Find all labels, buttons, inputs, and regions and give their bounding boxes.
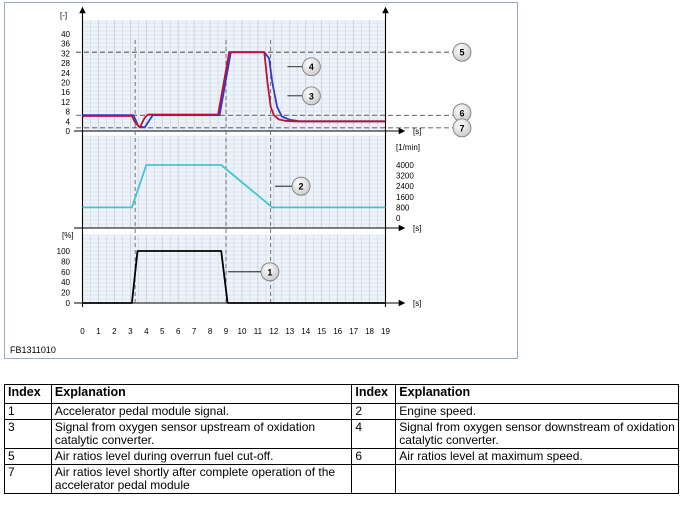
x-tick-label: 18: [365, 327, 375, 336]
header-explanation: Explanation: [51, 385, 351, 404]
table-row: [5, 404, 679, 420]
index-marker-label: 4: [308, 62, 314, 73]
x-tick-label: 7: [191, 327, 197, 336]
grid: [83, 20, 386, 303]
x-tick-label: 4: [144, 327, 149, 336]
y-unit-label: [-]: [60, 11, 68, 20]
explanation-cell: Signal from oxygen sensor upstream of oxidation catalytic converter.: [51, 420, 351, 449]
y-tick-label: 12: [61, 97, 70, 107]
index-cell: 3: [5, 420, 52, 449]
figure-id: FB1311010: [10, 345, 56, 355]
x-tick-label: 17: [349, 327, 359, 336]
x-tick-label: 10: [237, 327, 247, 336]
y-tick-label: 1600: [396, 192, 414, 202]
y-tick-label: 36: [61, 39, 70, 49]
header-explanation-2: Explanation: [396, 385, 679, 404]
explanation-cell: [396, 465, 679, 494]
x-tick-label: 16: [333, 327, 343, 336]
y-tick-label: 2400: [396, 182, 414, 192]
x-tick-label: 0: [80, 327, 85, 336]
index-marker-label: 1: [267, 267, 273, 278]
y-tick-label: 40: [61, 30, 70, 39]
x-tick-label: 2: [112, 327, 117, 336]
x-tick-label: 12: [269, 327, 279, 336]
index-cell: 4: [352, 420, 396, 449]
y-tick-label: 80: [61, 257, 70, 267]
index-marker-label: 3: [308, 91, 314, 102]
x-tick-label: 6: [175, 327, 181, 336]
y-tick-label: 40: [61, 278, 70, 288]
y-tick-label: 20: [61, 78, 70, 88]
index-cell: 7: [5, 465, 52, 494]
y-tick-label: 0: [65, 299, 70, 308]
explanation-cell: Accelerator pedal module signal.: [51, 404, 351, 420]
index-marker-label: 7: [459, 123, 465, 134]
table-header-row: [5, 385, 679, 404]
explanation-cell: Air ratios level at maximum speed.: [396, 449, 679, 465]
x-unit-label: [s]: [413, 299, 422, 308]
y-tick-label: 8: [65, 107, 70, 117]
explanation-table: [4, 384, 679, 494]
y-tick-label: 4000: [396, 161, 414, 170]
y-tick-label: 100: [56, 247, 70, 256]
table-row: [5, 449, 679, 465]
y-tick-label: 3200: [396, 171, 414, 181]
y-unit-label: [%]: [62, 231, 74, 240]
y-tick-label: 4: [65, 117, 70, 127]
x-tick-label: 13: [285, 327, 295, 336]
header-index: Index: [5, 385, 52, 404]
y-tick-label: 800: [396, 203, 410, 213]
explanation-cell: Air ratios level during overrun fuel cut-off.: [51, 449, 351, 465]
index-cell: 6: [352, 449, 396, 465]
y-tick-label: 16: [61, 88, 70, 98]
y-tick-label: 32: [61, 49, 70, 59]
x-tick-label: 15: [317, 327, 327, 336]
x-tick-label: 14: [301, 327, 311, 336]
explanation-cell: Air ratios level shortly after complete operation of the accelerator pedal module: [51, 465, 351, 494]
x-tick-label: 1: [96, 327, 101, 336]
table-row: [5, 465, 679, 494]
table-row: [5, 420, 679, 449]
explanation-cell: Signal from oxygen sensor downstream of oxidation catalytic converter.: [396, 420, 679, 449]
y-tick-label: 28: [61, 59, 70, 69]
y-unit-label: [1/min]: [396, 143, 421, 152]
x-tick-label: 19: [381, 327, 390, 336]
index-cell: 5: [5, 449, 52, 465]
index-cell: 2: [352, 404, 396, 420]
x-tick-label: 11: [253, 327, 263, 336]
header-index-2: Index: [352, 385, 396, 404]
x-unit-label: [s]: [413, 127, 422, 136]
y-tick-label: 0: [65, 127, 70, 136]
y-tick-label: 20: [61, 288, 70, 298]
x-unit-label: [s]: [413, 224, 422, 233]
index-cell: 1: [5, 404, 52, 420]
explanation-cell: Engine speed.: [396, 404, 679, 420]
y-tick-label: 0: [396, 214, 401, 223]
y-tick-label: 60: [61, 267, 70, 277]
x-tick-label: 8: [207, 327, 213, 336]
x-tick-label: 9: [223, 327, 229, 336]
x-tick-label: 5: [160, 327, 165, 336]
index-marker-label: 2: [298, 181, 304, 192]
index-cell: [352, 465, 396, 494]
index-marker-label: 6: [459, 108, 465, 119]
y-tick-label: 24: [61, 68, 70, 78]
x-tick-label: 3: [128, 327, 133, 336]
index-marker-label: 5: [459, 47, 465, 58]
